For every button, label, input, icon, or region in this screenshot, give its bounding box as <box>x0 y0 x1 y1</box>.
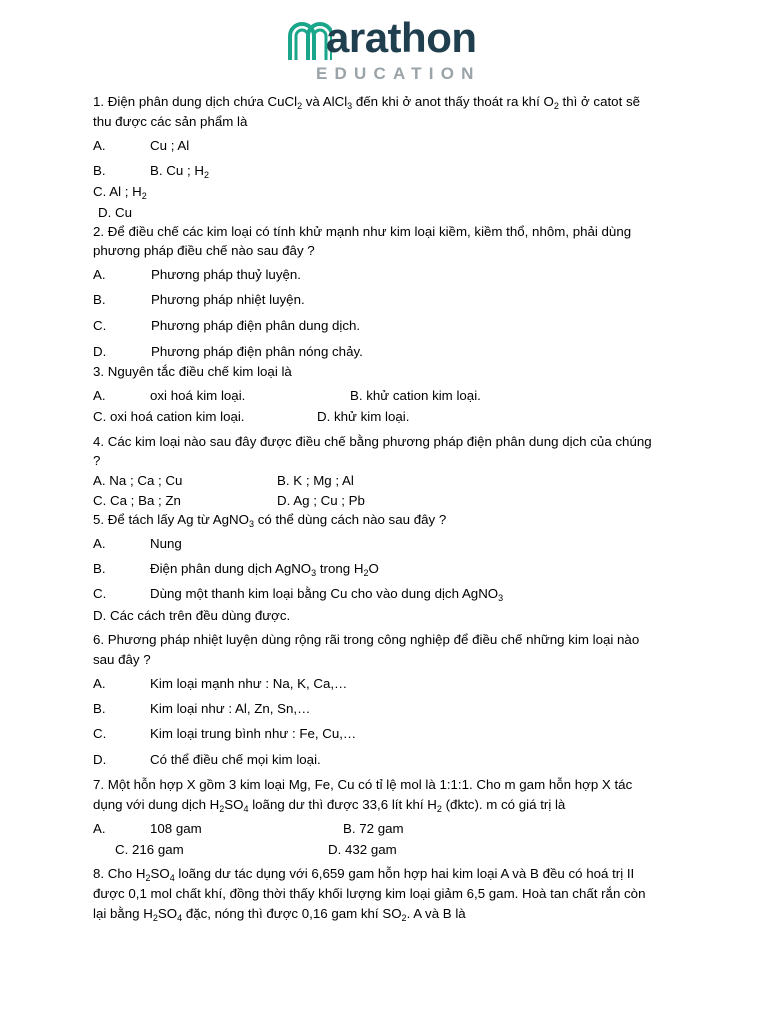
q5-line1: 5. Để tách lấy Ag từ AgNO$_3$ có thể dùng cách nào sau đây ? <box>93 512 447 529</box>
q5-option-a-text: Nung <box>150 536 182 551</box>
q2-line1: 2. Để điều chế các kim loại có tính khử mạnh như kim loại kiềm, kiềm thổ, nhôm, phải dùng <box>93 224 632 239</box>
q4-option-b: B. K ; Mg ; Al <box>277 473 354 488</box>
q1-option-b-text: B. Cu ; $H_2$ <box>150 163 209 180</box>
q2-option-a-text: Phương pháp thuỷ luyện. <box>151 267 301 282</box>
q7-option-a-text: 108 gam <box>150 821 202 836</box>
q1-line1: 1. Điện phân dung dịch chứa CuCl$_2$ và AlCl$_3$ đến khi ở anot thấy thoát ra khí $O_2$ thì ở catot sẽ <box>93 94 640 111</box>
q6-option-d-text: Có thể điều chế mọi kim loại. <box>150 752 321 767</box>
q2-line2: phương pháp điều chế nào sau đây ? <box>93 243 315 258</box>
q3-option-b: B. khử cation kim loại. <box>350 388 481 403</box>
q6-option-a-key: A. <box>93 676 106 691</box>
q6-option-b-text: Kim loại như : Al, Zn, Sn,… <box>150 701 311 716</box>
q8-line3: lại bằng $H_2SO_4$ đặc, nóng thì được 0,16 gam khí $SO_2$. A và B là <box>93 906 466 923</box>
q1-option-a-text: Cu ; Al <box>150 138 190 153</box>
q2-option-c-text: Phương pháp điện phân dung dịch. <box>151 318 361 333</box>
q5-option-c-key: C. <box>93 586 107 601</box>
logo-subtitle: EDUCATION <box>316 64 481 83</box>
q2-option-b-key: B. <box>93 292 106 307</box>
q4-option-d: D. Ag ; Cu ; Pb <box>277 493 365 508</box>
q1-option-a-key: A. <box>93 138 106 153</box>
q1-line2: thu được các sản phẩm là <box>93 114 248 129</box>
q6-line2: sau đây ? <box>93 652 151 667</box>
q5-option-c-text: Dùng một thanh kim loại bằng Cu cho vào dung dịch AgNO$_3$ <box>150 586 504 603</box>
q5-option-b-key: B. <box>93 561 106 576</box>
q7-option-b: B. 72 gam <box>343 821 404 836</box>
q7-option-a-key: A. <box>93 821 106 836</box>
q6-option-c-text: Kim loại trung bình như : Fe, Cu,… <box>150 726 357 741</box>
marathon-education-logo <box>288 14 528 86</box>
q3-option-a-text: oxi hoá kim loại. <box>150 388 246 403</box>
q7-line1: 7. Một hỗn hợp X gồm 3 kim loại Mg, Fe, Cu có tỉ lệ mol là 1:1:1. Cho m gam hỗn hợp X tác <box>93 777 633 792</box>
logo-wordmark: arathon <box>326 14 477 61</box>
q3-line1: 3. Nguyên tắc điều chế kim loại là <box>93 364 292 379</box>
q5-option-b-text: Điện phân dung dịch AgNO$_3$ trong $H_2O$ <box>150 561 379 578</box>
q4-option-c: C. Ca ; Ba ; Zn <box>93 493 181 508</box>
q7-option-c: C. 216 gam <box>115 842 184 857</box>
q3-option-c: C. oxi hoá cation kim loại. <box>93 409 245 424</box>
q2-option-d-key: D. <box>93 344 107 359</box>
q2-option-c-key: C. <box>93 318 107 333</box>
q2-option-a-key: A. <box>93 267 106 282</box>
q1-option-b-key: B. <box>93 163 106 178</box>
q1-option-d: D. Cu <box>98 205 132 220</box>
q6-option-b-key: B. <box>93 701 106 716</box>
q7-option-d: D. 432 gam <box>328 842 397 857</box>
q6-line1: 6. Phương pháp nhiệt luyện dùng rộng rãi trong công nghiệp để điều chế những kim loại nào <box>93 632 640 647</box>
q3-option-a-key: A. <box>93 388 106 403</box>
q2-option-d-text: Phương pháp điện phân nóng chảy. <box>151 344 363 359</box>
q8-line2: được 0,1 mol chất khí, đồng thời thấy khối lượng kim loại giảm 6,5 gam. Hoà tan chất rắn còn <box>93 886 646 901</box>
q2-option-b-text: Phương pháp nhiệt luyện. <box>151 292 305 307</box>
q6-option-d-key: D. <box>93 752 107 767</box>
q6-option-a-text: Kim loại mạnh như : Na, K, Ca,… <box>150 676 348 691</box>
q4-line2: ? <box>93 453 101 468</box>
q5-option-a-key: A. <box>93 536 106 551</box>
q7-line2: dụng với dung dịch $H_2SO_4$ loãng dư thì được 33,6 lít khí $H_2$ (đktc). m có giá trị là <box>93 797 566 814</box>
q3-option-d: D. khử kim loại. <box>317 409 410 424</box>
q4-line1: 4. Các kim loại nào sau đây được điều chế bằng phương pháp điện phân dung dịch của chúng <box>93 434 652 449</box>
q8-line1: 8. Cho $H_2SO_4$ loãng dư tác dụng với 6,659 gam hỗn hợp hai kim loại A và B đều có hoá trị II <box>93 866 635 883</box>
q4-option-a: A. Na ; Ca ; Cu <box>93 473 183 488</box>
q1-option-c: C. Al ; $H_2$ <box>93 184 147 201</box>
q5-option-d: D. Các cách trên đều dùng được. <box>93 608 291 623</box>
q6-option-c-key: C. <box>93 726 107 741</box>
